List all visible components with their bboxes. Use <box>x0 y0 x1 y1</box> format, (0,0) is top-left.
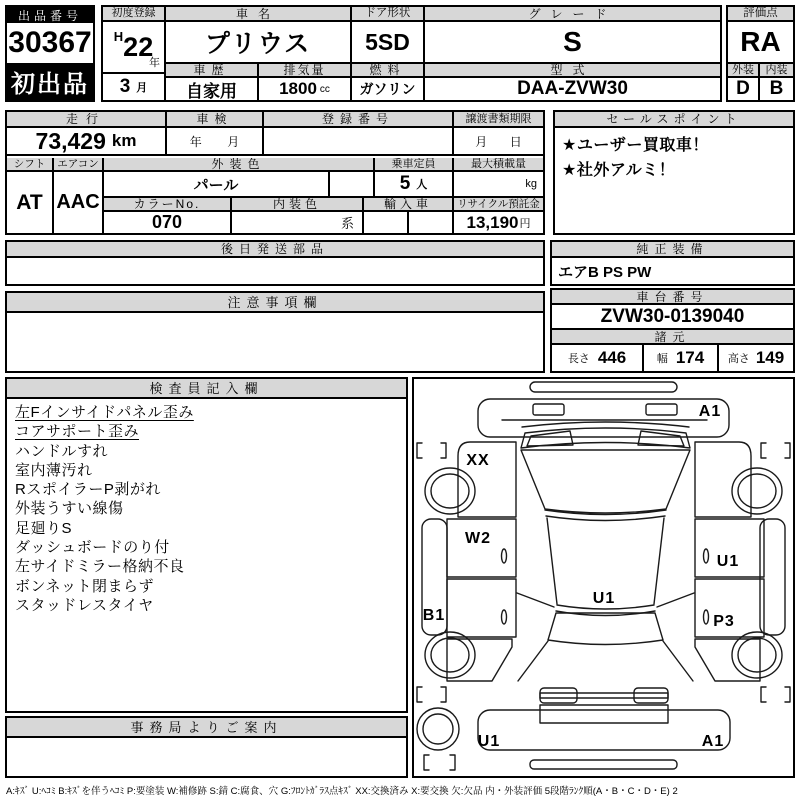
office-info-label: 事務局よりご案内 <box>7 718 406 738</box>
inspection-note: スタッドレスタイヤ <box>15 596 154 614</box>
chassis-number-label: 車台番号 <box>552 290 793 305</box>
inspection-note: ボンネット閉まらず <box>15 577 155 595</box>
lot-number: 30367 <box>8 26 92 59</box>
lot-number-box <box>5 5 95 102</box>
shift-value: AT <box>7 172 54 233</box>
sales-points-list <box>555 128 793 233</box>
first-registration-year <box>103 22 166 74</box>
year-unit: 年 <box>149 57 160 69</box>
transfer-documents-value: 月 日 <box>454 128 543 156</box>
first-registration-month: 3 月 <box>103 74 166 100</box>
width-value: 174 <box>675 348 705 367</box>
caution-label: 注意事項欄 <box>7 293 543 313</box>
later-parts-box <box>5 240 545 286</box>
office-info-value <box>7 738 406 776</box>
fuel-label: 燃料 <box>352 64 425 78</box>
chassis-number-value: ZVW30-0139040 <box>552 305 793 330</box>
inspection-expiry-label: 車検 <box>167 112 264 128</box>
color-number-label: カラーNo. <box>104 198 232 212</box>
aircon-value: AAC <box>54 172 104 233</box>
model-code-value: DAA-ZVW30 <box>517 78 628 99</box>
doors-value: 5SD <box>352 22 425 64</box>
inspection-note: 外装うすい線傷 <box>15 500 124 518</box>
height-value: 149 <box>755 348 785 367</box>
sales-points-label: セールスポイント <box>555 112 793 128</box>
damage-code-u1: U1 <box>477 733 501 750</box>
imported-cell-divider <box>407 212 409 233</box>
inspector-notes-box <box>5 377 408 713</box>
length-value: 446 <box>597 348 627 367</box>
chassis-box <box>550 288 795 373</box>
aircon-label: エアコン <box>54 158 104 172</box>
grade-value: S <box>425 22 720 64</box>
score-value: RA <box>728 22 793 64</box>
first-listing-badge: 初出品 <box>7 63 93 100</box>
exterior-color-extra <box>330 172 375 198</box>
width-cell: 幅 174 <box>644 345 719 371</box>
grade-label: グレード <box>425 7 720 22</box>
recycle-deposit-label: リサイクル預託金 <box>454 198 543 212</box>
damage-code-legend: A:ｷｽﾞ U:ﾍｺﾐ B:ｷｽﾞを伴うﾍｺﾐ P:要塗装 W:補修跡 S:錆 C:腐食、穴 G:ﾌﾛﾝﾄｶﾞﾗｽ点ｷｽﾞ XX:交換済み X:要交換 欠:欠品 内・外装評価 5段階ﾗﾝｸ順(A・B・C・D・E) 2 <box>6 786 678 797</box>
history-value: 自家用 <box>166 78 259 100</box>
era-letter: H <box>113 29 124 44</box>
registration-number-value <box>264 128 454 156</box>
inspection-note: 室内薄汚れ <box>15 461 93 479</box>
inspection-note: 足廻りS <box>15 519 73 537</box>
damage-diagram-box <box>412 377 795 778</box>
caution-value <box>7 313 543 371</box>
transfer-documents-label: 譲渡書類期限 <box>454 112 543 128</box>
car-diagram <box>414 379 793 776</box>
mileage-label: 走行 <box>7 112 167 128</box>
dimensions-label: 諸元 <box>552 330 793 345</box>
height-cell: 高さ 149 <box>727 348 785 367</box>
shift-label: シフト <box>7 158 54 172</box>
damage-code-p3: P3 <box>713 613 735 630</box>
sales-points-box <box>553 110 795 235</box>
office-info-box <box>5 716 408 778</box>
imported-value <box>364 212 454 233</box>
history-label: 車歴 <box>166 64 259 78</box>
inspection-note: 左サイドミラー格納不良 <box>15 558 185 576</box>
car-name: プリウス <box>166 22 352 64</box>
inspection-note: ダッシュボードのり付 <box>15 539 170 557</box>
damage-code-xx: XX <box>466 452 490 469</box>
interior-color-value: 系 <box>232 212 364 233</box>
vehicle-detail-table <box>5 110 545 235</box>
score-label: 評価点 <box>728 7 793 22</box>
fuel-value: ガソリン <box>352 78 425 100</box>
inspection-note: RスポイラーP剥がれ <box>15 481 161 499</box>
displacement-value: 1800 cc <box>259 78 352 100</box>
imported-label: 輸入車 <box>364 198 454 212</box>
damage-code-w2: W2 <box>465 530 491 547</box>
inspector-notes-label: 検査員記入欄 <box>7 379 406 399</box>
length-cell: 長さ 446 <box>552 345 644 371</box>
exterior-color-label: 外装色 <box>104 158 375 172</box>
inspector-notes-list <box>7 399 406 711</box>
model-code-label: 型式 <box>425 64 720 78</box>
recycle-deposit-value: 13,190 円 <box>466 212 531 232</box>
exterior-label: 外装 <box>728 64 760 78</box>
displacement-label: 排気量 <box>259 64 352 78</box>
doors-label: ドア形状 <box>352 7 425 22</box>
car-name-label: 車名 <box>166 7 352 22</box>
max-load-value: kg <box>454 172 543 198</box>
capacity-value: 5 人 <box>375 172 454 198</box>
exterior-color-value: パール <box>104 172 330 198</box>
genuine-equipment-box <box>550 240 795 286</box>
mileage-value: 73,429 km <box>7 128 167 156</box>
car-outline <box>417 382 790 770</box>
header-table <box>101 5 722 102</box>
sales-point: ★社外アルミ！ <box>562 162 676 179</box>
genuine-equipment-label: 純正装備 <box>552 242 793 258</box>
first-registration-label: 初度登録 <box>103 7 166 22</box>
score-box <box>726 5 795 102</box>
max-load-label: 最大積載量 <box>454 158 543 172</box>
lot-number-label: 出品番号 <box>7 7 93 23</box>
damage-code-u1: U1 <box>716 553 740 570</box>
damage-code-u1: U1 <box>592 590 616 607</box>
inspection-note: コアサポート歪み <box>15 423 140 441</box>
later-parts-label: 後日発送部品 <box>7 242 543 258</box>
inspection-note: ハンドルすれ <box>15 442 109 460</box>
interior-color-label: 内装色 <box>232 198 364 212</box>
interior-grade: B <box>769 78 784 99</box>
damage-code-a1: A1 <box>698 403 722 420</box>
inspection-note: 左Fインサイドパネル歪み <box>15 404 194 421</box>
genuine-equipment-value: エアB PS PW <box>558 263 652 281</box>
interior-label: 内装 <box>760 64 793 78</box>
sales-point: ★ユーザー買取車！ <box>562 137 709 154</box>
damage-code-a1: A1 <box>701 733 725 750</box>
registration-number-label: 登録番号 <box>264 112 454 128</box>
capacity-label: 乗車定員 <box>375 158 454 172</box>
later-parts-value <box>7 258 543 284</box>
color-number-value: 070 <box>104 212 232 233</box>
era-year: 22 <box>123 31 154 62</box>
damage-code-b1: B1 <box>422 607 446 624</box>
exterior-grade: D <box>728 78 760 100</box>
caution-box <box>5 291 545 373</box>
inspection-expiry-value: 年 月 <box>167 128 264 156</box>
